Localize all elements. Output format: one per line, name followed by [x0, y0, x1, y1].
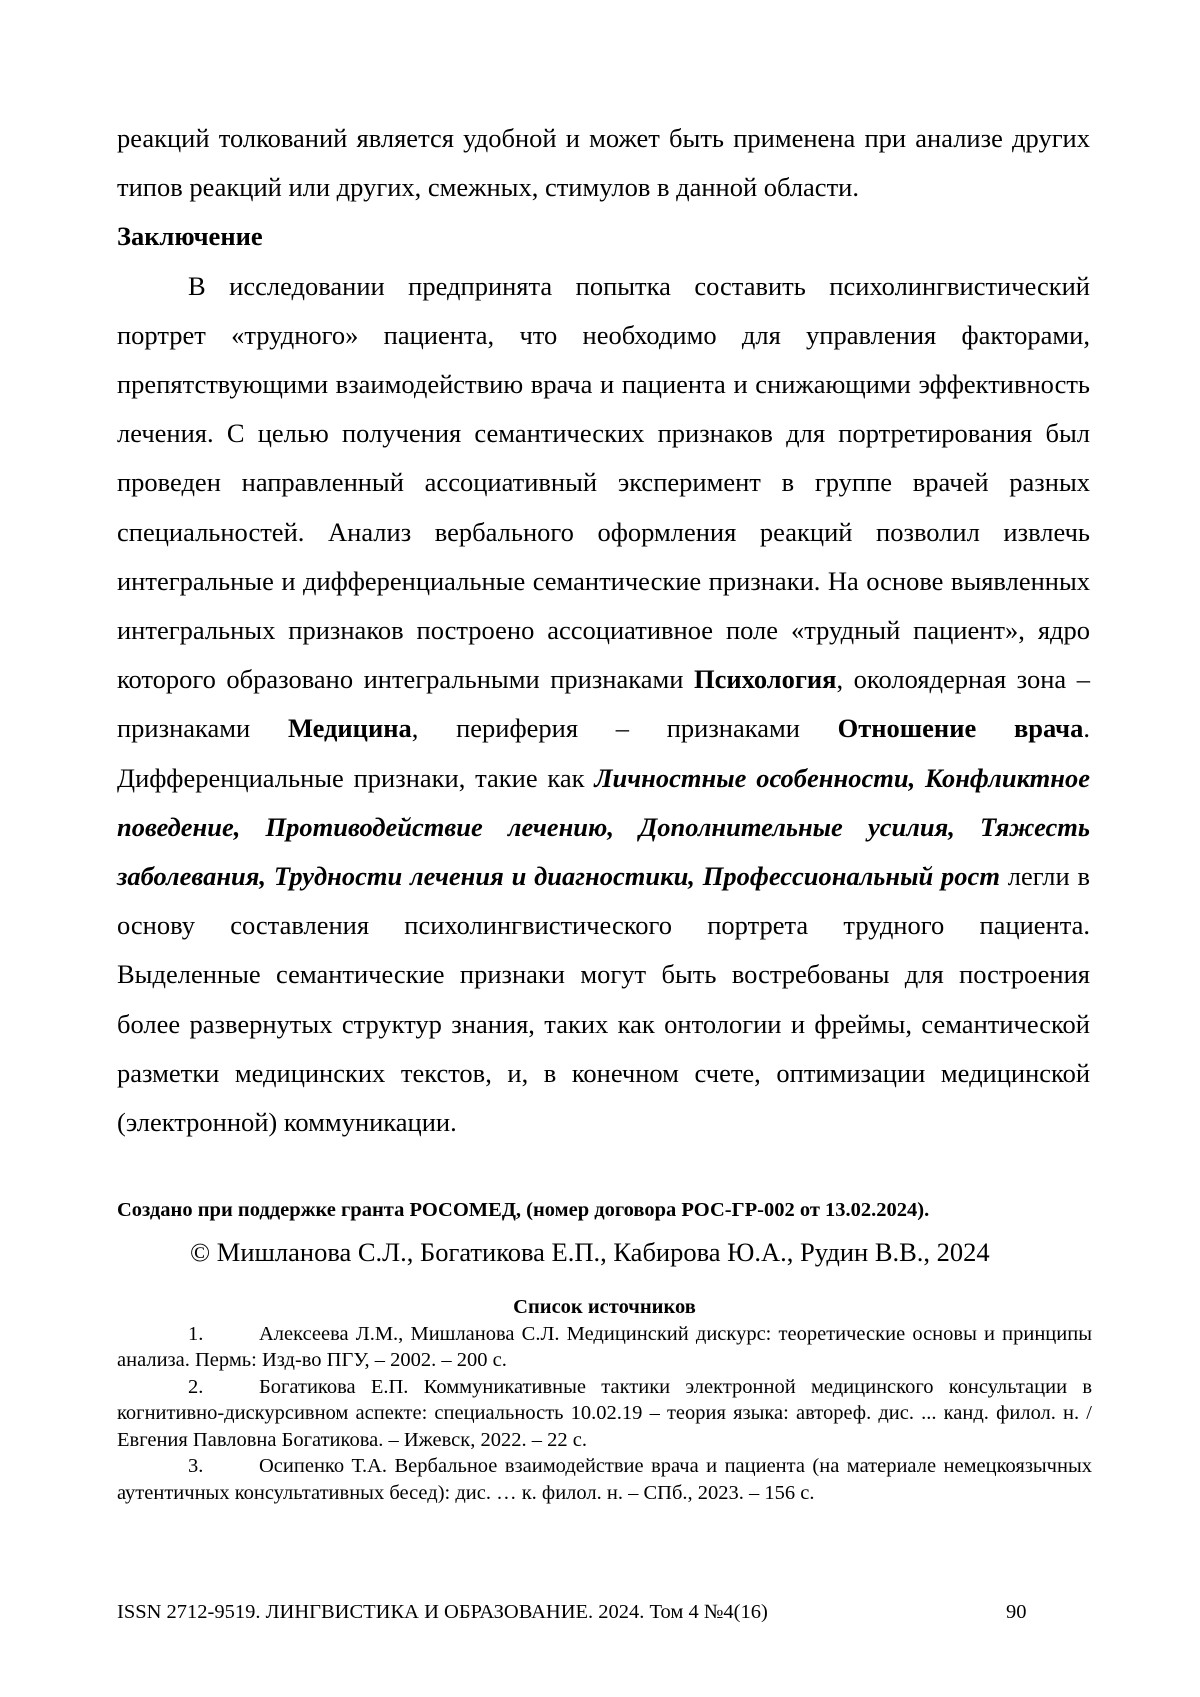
differential-features-list: Личностные особенности, Конфликтное поведение, Противодействие лечению, Дополнительные усилия, Тяжесть заболевания, Трудности лечения и диагностики, Профессиональный рост: [117, 762, 1090, 892]
term-medicine: Медицина: [287, 713, 412, 744]
reference-text: Осипенко Т.А. Вербальное взаимодействие врача и пациента (на материале немецкоязычных аутентичных консультативных бесед): дис. … к. филол. н. – СПб., 2023. – 156 с.: [117, 1455, 1092, 1504]
reference-number: 2.: [188, 1375, 204, 1398]
reference-number: 1.: [188, 1322, 204, 1345]
reference-number: 3.: [188, 1455, 204, 1477]
conclusion-paragraph: [117, 262, 1090, 1148]
references-title: Список источников: [513, 1296, 696, 1318]
term-psychology: Психология: [693, 664, 837, 695]
conclusion-text-2: , околоядерная зона – признаками: [117, 664, 1090, 744]
reference-item: [117, 1453, 1092, 1506]
conclusion-heading: Заключение: [117, 221, 263, 252]
reference-item: [117, 1374, 1092, 1454]
page-number: 90: [1006, 1601, 1027, 1623]
intro-paragraph: реакций толкований является удобной и может быть применена при анализе других типов реакций или других, смежных, стимулов в данной области.: [117, 123, 1090, 203]
reference-text: Алексеева Л.М., Мишланова С.Л. Медицинский дискурс: теоретические основы и принципы анализа. Пермь: Изд-во ПГУ, – 2002. – 200 с.: [117, 1322, 1092, 1371]
references-list: [117, 1321, 1092, 1507]
term-doctor-attitude: Отношение врача: [837, 713, 1084, 744]
conclusion-text-4: . Дифференциальные признаки, такие как: [117, 713, 1090, 793]
reference-item: [117, 1321, 1092, 1374]
journal-info: ISSN 2712-9519. ЛИНГВИСТИКА И ОБРАЗОВАНИЕ. 2024. Том 4 №4(16): [117, 1601, 768, 1623]
references-section: [117, 1294, 1092, 1506]
article-body: [117, 114, 1090, 1147]
reference-text: Богатикова Е.П. Коммуникативные тактики электронной медицинского консультации в когнитивно-дискурсивном аспекте: специальность 10.02.19 – теория языка: автореф. дис. ... канд. филол. н. / Евгения Павловна Богатикова. – Ижевск, 2022. – 22 с.: [117, 1375, 1092, 1451]
conclusion-text-3: , периферия – признаками: [411, 713, 838, 744]
conclusion-text-1: В исследовании предпринята попытка составить психолингвистический портрет «трудного» пациента, что необходимо для управления факторами, препятствующими взаимодействию врача и пациента и снижающими эффективность лечения. С целью получения семантических признаков для портретирования был проведен направленный ассоциативный эксперимент в группе врачей разных специальностей. Анализ вербального оформления реакций позволил извлечь интегральные и дифференциальные семантические признаки. На основе выявленных интегральных признаков построено ассоциативное поле «трудный пациент», ядро которого образовано интегральными признаками: [117, 270, 1090, 695]
grant-note: Создано при поддержке гранта РОСОМЕД, (номер договора РОС-ГР-002 от 13.02.2024).: [117, 1199, 930, 1221]
copyright-line: © Мишланова С.Л., Богатикова Е.П., Кабирова Ю.А., Рудин В.В., 2024: [190, 1237, 990, 1267]
conclusion-text-5: легли в основу составления психолингвистического портрета трудного пациента. Выделенные семантические признаки могут быть востребованы для построения более развернутых структур знания, таких как онтологии и фреймы, семантической разметки медицинских текстов, и, в конечном счете, оптимизации медицинской (электронной) коммуникации.: [117, 861, 1090, 1138]
